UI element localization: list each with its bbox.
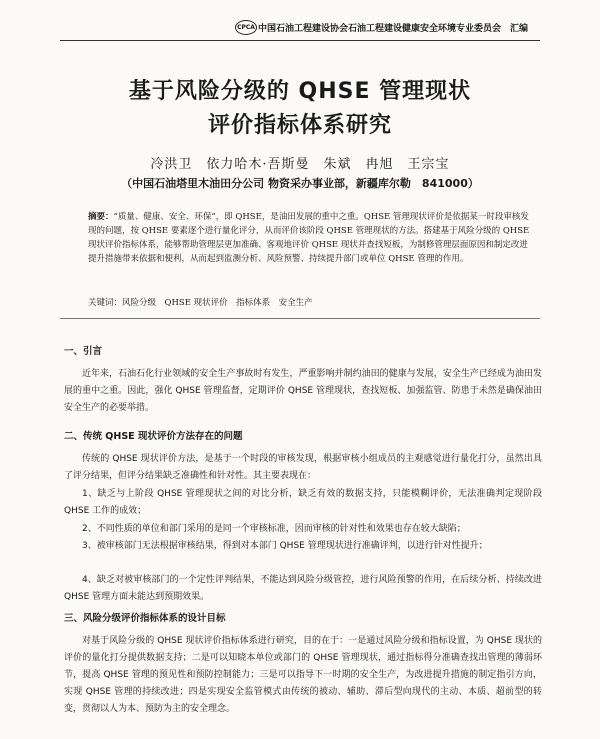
abstract bbox=[88, 210, 530, 266]
keywords bbox=[88, 296, 530, 310]
association-logo: CPCA bbox=[235, 20, 257, 35]
affiliation: （中国石油塔里木油田分公司 物资采办事业部，新疆库尔勒 841000） bbox=[121, 177, 479, 190]
section-3-paragraph: 对基于风险分级的 QHSE 现状评价指标体系进行研究，目的在于：一是通过风险分级和指标设置，为 QHSE 现状的评价的量化打分提供数据支持；二是可以知晓本单位或部门的 QHSE 管理现状，通过指标得分准确查找出管理的薄弱环节，提高 QHSE 管理的预见性和预防控制能力；三是可以指导下一时期的安全生产，为改进提升措施的制定指引方向，实现 QHSE 管理的持续改进；四是实现安全监管模式由传统的被动、辅助、滞后型向现代的主动、本质、超前型的转变，贯彻以人为本、预防为主的安全理念。 bbox=[64, 636, 542, 714]
header-rule bbox=[60, 40, 540, 41]
section-2-paragraph-1: 传统的 QHSE 现状评价方法，是基于一个时段的审核发现，根据审核小组成员的主观感觉进行量化打分，虽然出具了评分结果，但评分结果缺乏准确性和针对性。其主要表现在： bbox=[64, 454, 542, 481]
abstract-text: “质量、健康、安全、环保”，即 QHSE，是油田发展的重中之重。QHSE 管理现状评价是依据某一时段审核发现的问题，按 QHSE 要素逐个进行量化评分，从而评价该阶段 QHSE 管理现状的方法。搭建基于风险分级的 QHSE 现状评价指标体系，能够帮助管理层更加准确、客观地评价 QHSE 现状并查找短板，为制修管理层面原因和制定改进提升措施带来依据和便利，从而起到监测分析、风险预警、持续提升部门或单位 QHSE 管理的作用。 bbox=[88, 212, 530, 264]
title-line-1: 基于风险分级的 QHSE 管理现状 bbox=[128, 79, 472, 104]
section-2-item-2: 2、不同性质的单位和部门采用的是同一个审核标准，因而审核的针对性和效果也存在较大缺陷； bbox=[82, 524, 466, 534]
keywords-label: 关键词： bbox=[88, 298, 123, 308]
header-line: 中国石油工程建设协会石油工程建设健康安全环境专业委员会 汇编 bbox=[258, 24, 529, 34]
authors: 冷洪卫 依力哈木·吾斯曼 朱斌 冉旭 王宗宝 bbox=[150, 157, 450, 172]
section-1-heading: 一、引言 bbox=[64, 346, 103, 357]
section-2-item-1: 1、缺乏与上阶段 QHSE 管理现状之间的对比分析，缺乏有效的数据支持，只能模糊评价，无法准确判定现阶段 QHSE 工作的成效； bbox=[64, 489, 542, 516]
abstract-label: 摘要： bbox=[88, 212, 114, 222]
abstract-separator bbox=[60, 318, 540, 319]
page-header bbox=[0, 0, 600, 46]
paper-title bbox=[0, 75, 600, 143]
section-1-paragraph: 近年来，石油石化行业领域的安全生产事故时有发生，严重影响并制约油田的健康与发展，安全生产已经成为油田发展的重中之重。因此，强化 QHSE 管理监督，定期评价 QHSE 管理现状，查找短板、加强监管、防患于未然是确保油田安全生产的必要举措。 bbox=[64, 369, 542, 413]
section-2-heading: 二、传统 QHSE 现状评价方法存在的问题 bbox=[64, 431, 243, 442]
section-2-item-4: 4、缺乏对被审核部门的一个定性评判结果，不能达到风险分级管控，进行风险预警的作用，在后续分析、持续改进 QHSE 管理方面未能达到预期效果。 bbox=[64, 575, 542, 602]
section-2-item-3: 3、被审核部门无法根据审核结果，得到对本部门 QHSE 管理现状进行准确评判，以进行针对性提升； bbox=[82, 541, 488, 551]
title-line-2: 评价指标体系研究 bbox=[207, 113, 392, 138]
keywords-text: 风险分级 QHSE 现状评价 指标体系 安全生产 bbox=[122, 298, 313, 308]
section-3-heading: 三、风险分级评价指标体系的设计目标 bbox=[64, 613, 226, 624]
